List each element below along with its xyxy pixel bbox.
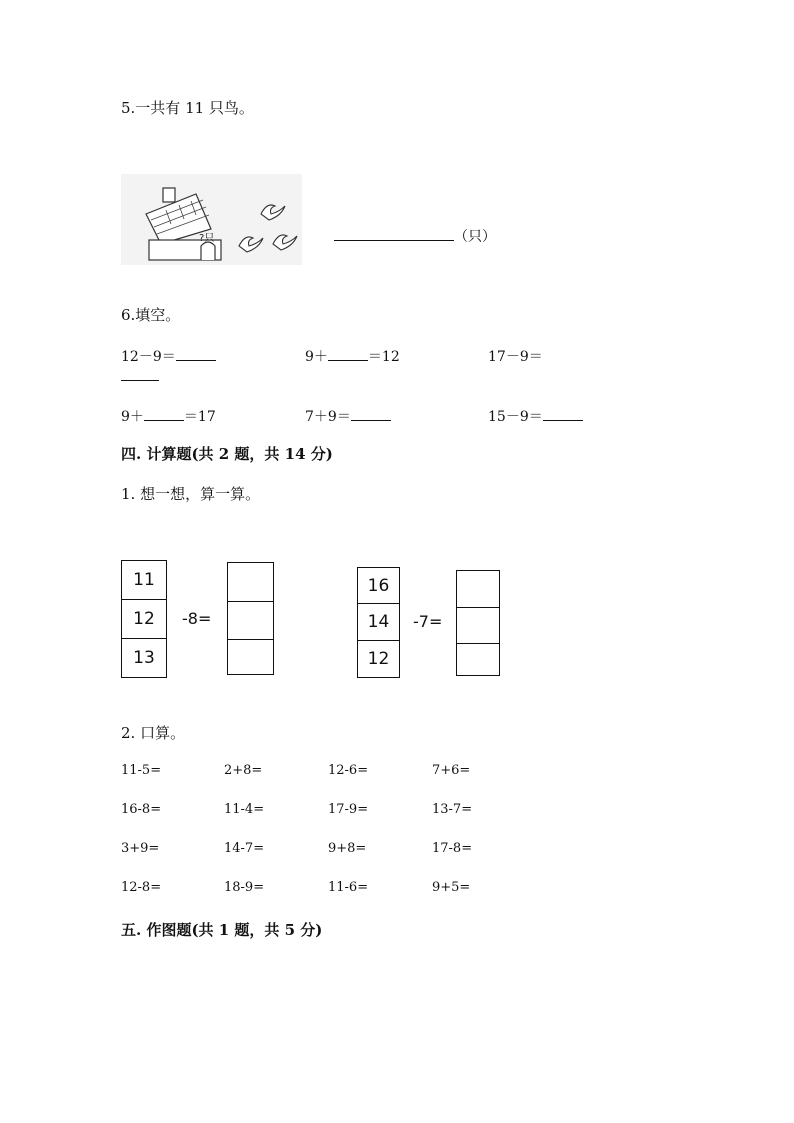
question-5-title: 5.一共有 11 只鸟。 (121, 99, 254, 117)
stack-number: 14 (358, 604, 399, 641)
house-birds-image (121, 174, 302, 265)
fill-expression: 12－9＝ (121, 349, 176, 365)
fill-blank[interactable] (176, 346, 216, 361)
house-question-label: ?只 (199, 233, 215, 244)
fill-expression: 9＋ (121, 409, 144, 425)
fill-expression: 17－9＝ (488, 349, 543, 365)
fill-item (305, 406, 391, 426)
oral-problem: 7+6= (432, 763, 471, 778)
section-4-heading: 四. 计算题(共 2 题，共 14 分) (121, 445, 333, 463)
number-stack (357, 567, 400, 678)
number-stack (121, 560, 167, 678)
fill-blank[interactable] (121, 366, 159, 381)
fill-item (121, 346, 216, 366)
oral-problem: 2+8= (224, 763, 263, 778)
oral-problem: 12-6= (328, 763, 369, 778)
fill-blank[interactable] (351, 406, 391, 421)
fill-item (488, 346, 543, 366)
oral-problem: 12-8= (121, 880, 162, 895)
answer-cell[interactable] (457, 644, 499, 674)
oral-problem: 9+8= (328, 841, 367, 856)
question-6-title: 6.填空。 (121, 306, 181, 324)
fill-blank[interactable] (328, 346, 368, 361)
fill-item (305, 346, 400, 366)
operator-label: -7= (413, 612, 443, 631)
answer-cell[interactable] (457, 608, 499, 644)
stack-number: 13 (133, 647, 155, 668)
fill-item (121, 406, 216, 426)
answer-cell[interactable] (228, 602, 273, 640)
oral-problem: 11-4= (224, 802, 265, 817)
oral-problem: 9+5= (432, 880, 471, 895)
oral-problem: 11-5= (121, 763, 162, 778)
fill-expression: 15－9＝ (488, 409, 543, 425)
fill-blank[interactable] (144, 406, 184, 421)
fill-expression-tail: ＝12 (367, 349, 400, 365)
oral-problem: 13-7= (432, 802, 473, 817)
oral-problem: 14-7= (224, 841, 265, 856)
answer-cell[interactable] (228, 640, 273, 673)
stack-number: 12 (367, 648, 390, 669)
oral-problem: 11-6= (328, 880, 369, 895)
unit-label: （只） (454, 229, 496, 245)
operator-label: -8= (182, 609, 212, 628)
fill-blank[interactable] (543, 406, 583, 421)
answer-stack (227, 562, 274, 675)
house-birds-illustration (121, 174, 302, 265)
stack-number: 11 (122, 561, 166, 600)
answer-stack (456, 570, 500, 676)
oral-problem: 3+9= (121, 841, 160, 856)
fill-item (488, 406, 583, 426)
answer-cell[interactable] (457, 571, 499, 608)
answer-cell[interactable] (228, 563, 273, 602)
calc-1-title: 1. 想一想，算一算。 (121, 485, 261, 503)
oral-problem: 17-9= (328, 802, 369, 817)
calc-2-title: 2. 口算。 (121, 724, 186, 742)
fill-expression: 7＋9＝ (305, 409, 351, 425)
oral-problem: 18-9= (224, 880, 265, 895)
oral-problem: 16-8= (121, 802, 162, 817)
oral-problem: 17-8= (432, 841, 473, 856)
fill-expression: 9＋ (305, 349, 328, 365)
stack-number: 16 (358, 568, 399, 604)
fill-expression-tail: ＝17 (183, 409, 216, 425)
answer-blank-birds[interactable] (334, 226, 454, 241)
section-5-heading: 五. 作图题(共 1 题，共 5 分) (121, 921, 323, 939)
stack-number: 12 (122, 600, 166, 639)
